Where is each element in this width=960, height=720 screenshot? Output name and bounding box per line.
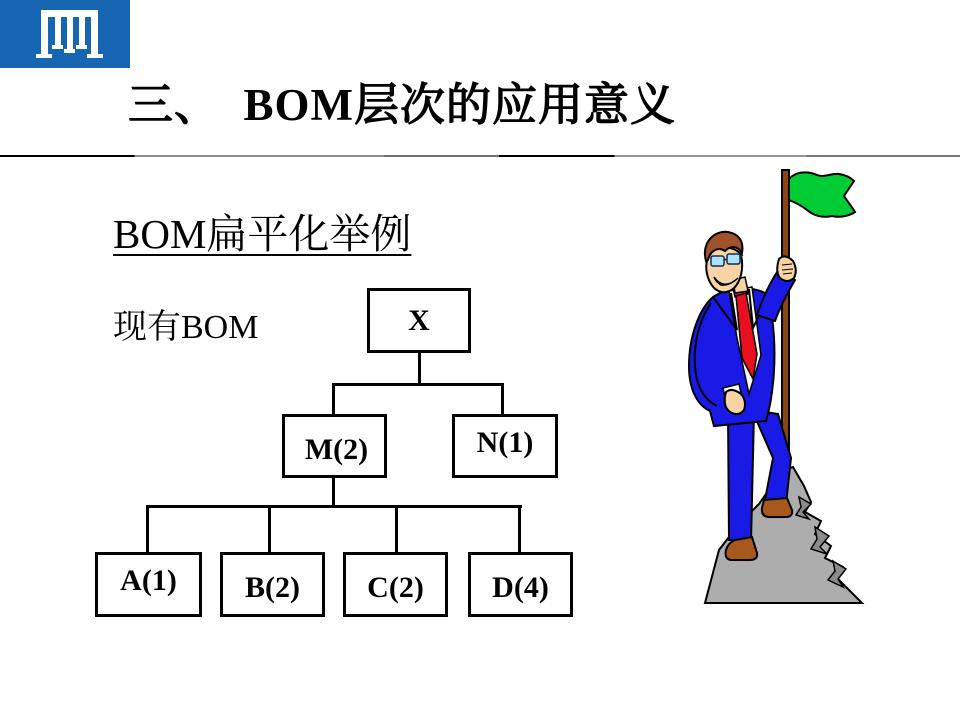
tree-node-label: X — [408, 303, 430, 337]
businessman-flag-illustration — [640, 160, 880, 620]
tree-connector — [268, 508, 271, 557]
tree-node-M — [282, 414, 387, 478]
logo-gate-icon — [0, 0, 130, 68]
tree-node-A — [95, 552, 202, 617]
title-divider — [0, 155, 960, 157]
tree-connector — [332, 478, 335, 507]
tree-node-label: D(4) — [492, 570, 549, 604]
tree-connector — [518, 508, 521, 553]
tree-node-label: M(2) — [304, 433, 369, 466]
left-leg — [728, 410, 754, 542]
tree-connector — [146, 508, 149, 553]
existing-bom-label: 现有BOM — [113, 309, 259, 346]
slide-title: 三、 BOM层次的应用意义 — [128, 80, 676, 130]
tree-connector — [395, 508, 398, 553]
tree-node-X — [367, 288, 471, 353]
section-subtitle: BOM扁平化举例 — [113, 211, 412, 257]
tree-connector — [418, 353, 421, 385]
tree-node-D — [468, 552, 573, 617]
tree-node-B — [220, 552, 325, 617]
tree-node-label: C(2) — [367, 570, 424, 604]
tree-node-label: A(1) — [120, 563, 177, 597]
tree-node-N — [452, 414, 558, 478]
tree-node-label: N(1) — [476, 426, 534, 459]
tree-connector — [501, 386, 504, 415]
gripping-hand — [777, 256, 796, 281]
tree-node-C — [343, 552, 448, 617]
tree-connector — [332, 383, 504, 386]
right-shoe — [762, 498, 792, 517]
tree-connector — [146, 505, 522, 508]
tree-node-label: B(2) — [245, 570, 300, 604]
company-logo — [0, 0, 130, 68]
tree-connector — [332, 386, 335, 415]
flag — [789, 172, 855, 216]
